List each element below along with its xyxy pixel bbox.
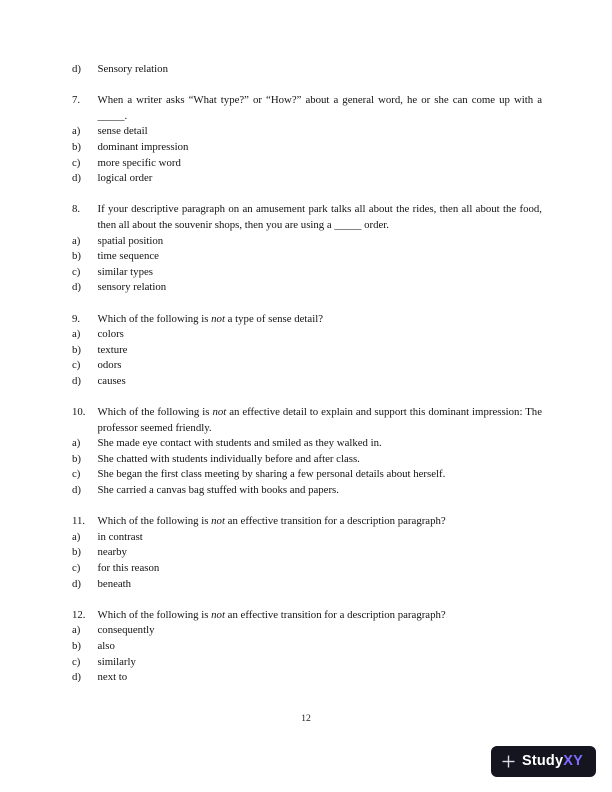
question-item — [72, 514, 542, 592]
question-row — [72, 93, 542, 124]
question-row — [72, 202, 542, 233]
question-number: 9. — [72, 312, 81, 325]
option-text: sensory relation — [97, 281, 167, 294]
option-row — [72, 124, 542, 140]
option-letter: d) — [72, 172, 81, 185]
question-row — [72, 514, 542, 530]
plus-icon — [502, 755, 515, 768]
option-letter: d) — [72, 63, 81, 75]
option-letter: d) — [72, 281, 81, 294]
option-row — [72, 670, 542, 686]
option-text: similar types — [97, 265, 153, 278]
question-text — [98, 514, 543, 530]
option-letter: b) — [72, 546, 81, 559]
option-letter: a) — [72, 234, 81, 247]
option-row — [72, 171, 542, 187]
option-row — [72, 639, 542, 655]
brand-badge — [491, 746, 596, 777]
option-text: odors — [97, 359, 122, 372]
page-number: 12 — [301, 713, 311, 724]
option-row — [72, 623, 542, 639]
question-text — [98, 405, 543, 436]
option-letter: b) — [72, 140, 81, 153]
option-letter: d) — [72, 671, 81, 684]
question-text-segment: an effective transition for a description paragraph? — [224, 608, 446, 621]
question-text-segment: Which of the following is — [97, 406, 213, 419]
question-text-italic: not — [211, 312, 225, 325]
option-row — [72, 62, 542, 78]
option-text: logical order — [97, 172, 153, 185]
option-letter: a) — [72, 437, 81, 450]
question-item — [72, 405, 542, 499]
option-text: also — [97, 639, 115, 652]
option-letter: d) — [72, 374, 81, 387]
question-row — [72, 608, 542, 624]
question-text-segment: Which of the following is — [97, 608, 212, 621]
option-text: Sensory relation — [97, 63, 168, 75]
question-text-italic: not — [212, 406, 227, 419]
question-text-segment: Which of the following is — [97, 515, 212, 528]
option-text: She began the first class meeting by sharing a few personal details about herself. — [97, 468, 446, 481]
option-text: sense detail — [97, 125, 148, 138]
question-item — [72, 608, 542, 686]
option-text: next to — [97, 671, 128, 684]
brand-wordmark — [522, 754, 583, 770]
option-letter: b) — [72, 452, 81, 465]
question-number: 8. — [72, 203, 81, 216]
option-row — [72, 280, 542, 296]
option-letter: c) — [72, 655, 81, 668]
question-row — [72, 312, 542, 328]
option-letter: a) — [72, 530, 81, 543]
option-row — [72, 483, 542, 499]
option-text: nearby — [97, 546, 127, 559]
question-text-italic: not — [211, 515, 225, 528]
option-row — [72, 436, 542, 452]
option-row — [72, 452, 542, 468]
option-row — [72, 545, 542, 561]
option-row — [72, 156, 542, 172]
question-text-segment: a type of sense detail? — [224, 312, 323, 325]
option-text: She carried a canvas bag stuffed with books and papers. — [97, 484, 339, 497]
option-row — [72, 467, 542, 483]
option-text: for this reason — [97, 562, 160, 574]
option-row — [72, 140, 542, 156]
option-letter: c) — [72, 468, 81, 481]
option-letter: b) — [72, 639, 81, 652]
option-text: more specific word — [97, 156, 181, 169]
brand-xy-text: XY — [563, 752, 583, 769]
option-letter: d) — [72, 577, 81, 590]
question-text — [98, 202, 543, 233]
option-text: colors — [97, 328, 124, 341]
option-letter: a) — [72, 624, 81, 637]
option-text: spatial position — [97, 234, 164, 247]
option-text: consequently — [97, 624, 155, 637]
option-row — [72, 265, 542, 281]
question-item — [72, 93, 542, 187]
option-text: beneath — [97, 577, 132, 590]
option-row — [72, 358, 542, 374]
option-text: time sequence — [97, 250, 159, 263]
question-number: 12. — [72, 608, 86, 621]
brand-study-text: Study — [521, 752, 564, 769]
option-letter: b) — [72, 250, 81, 263]
option-letter: a) — [72, 125, 81, 138]
option-row — [72, 343, 542, 359]
option-text: causes — [97, 374, 126, 387]
option-text: texture — [97, 343, 128, 356]
question-text-segment: an effective transition for a description paragraph? — [224, 515, 446, 528]
page-content — [72, 62, 542, 686]
question-number: 11. — [72, 515, 86, 528]
option-letter: c) — [72, 156, 81, 169]
option-row — [72, 249, 542, 265]
question-text — [98, 93, 543, 124]
option-row — [72, 577, 542, 593]
option-row — [72, 234, 542, 250]
option-letter: c) — [72, 265, 81, 278]
question-text — [98, 312, 543, 328]
option-text: dominant impression — [97, 140, 189, 153]
option-text: in contrast — [97, 530, 143, 543]
option-letter: b) — [72, 343, 81, 356]
option-row — [72, 530, 542, 546]
option-letter: a) — [72, 328, 81, 341]
option-text: similarly — [97, 655, 136, 668]
option-row — [72, 374, 542, 390]
option-row — [72, 327, 542, 343]
question-text — [98, 608, 543, 624]
question-text-segment: Which of the following is — [97, 312, 212, 325]
option-row — [72, 655, 542, 671]
question-row — [72, 405, 542, 436]
option-text: She chatted with students individually before and after class. — [97, 452, 360, 465]
question-item — [72, 202, 542, 296]
question-text-segment: When a writer asks “What type?” or “How?” about a general word, he or she can come up with a _____. — [97, 94, 542, 122]
question-number: 10. — [72, 406, 86, 419]
option-letter: d) — [72, 484, 81, 497]
question-text-segment: an effective detail to explain and support this dominant impression: The professor seemed friendly. — [97, 406, 542, 434]
option-row — [72, 561, 542, 577]
question-number: 7. — [72, 94, 81, 107]
question-item — [72, 312, 542, 390]
option-text: She made eye contact with students and smiled as they walked in. — [97, 437, 382, 450]
option-letter: c) — [72, 562, 81, 574]
question-text-italic: not — [211, 608, 225, 621]
question-text-segment: If your descriptive paragraph on an amusement park talks all about the rides, then all about the food, then all about the souvenir shops, then you are using a _____ order. — [97, 203, 542, 231]
option-letter: c) — [72, 359, 81, 372]
